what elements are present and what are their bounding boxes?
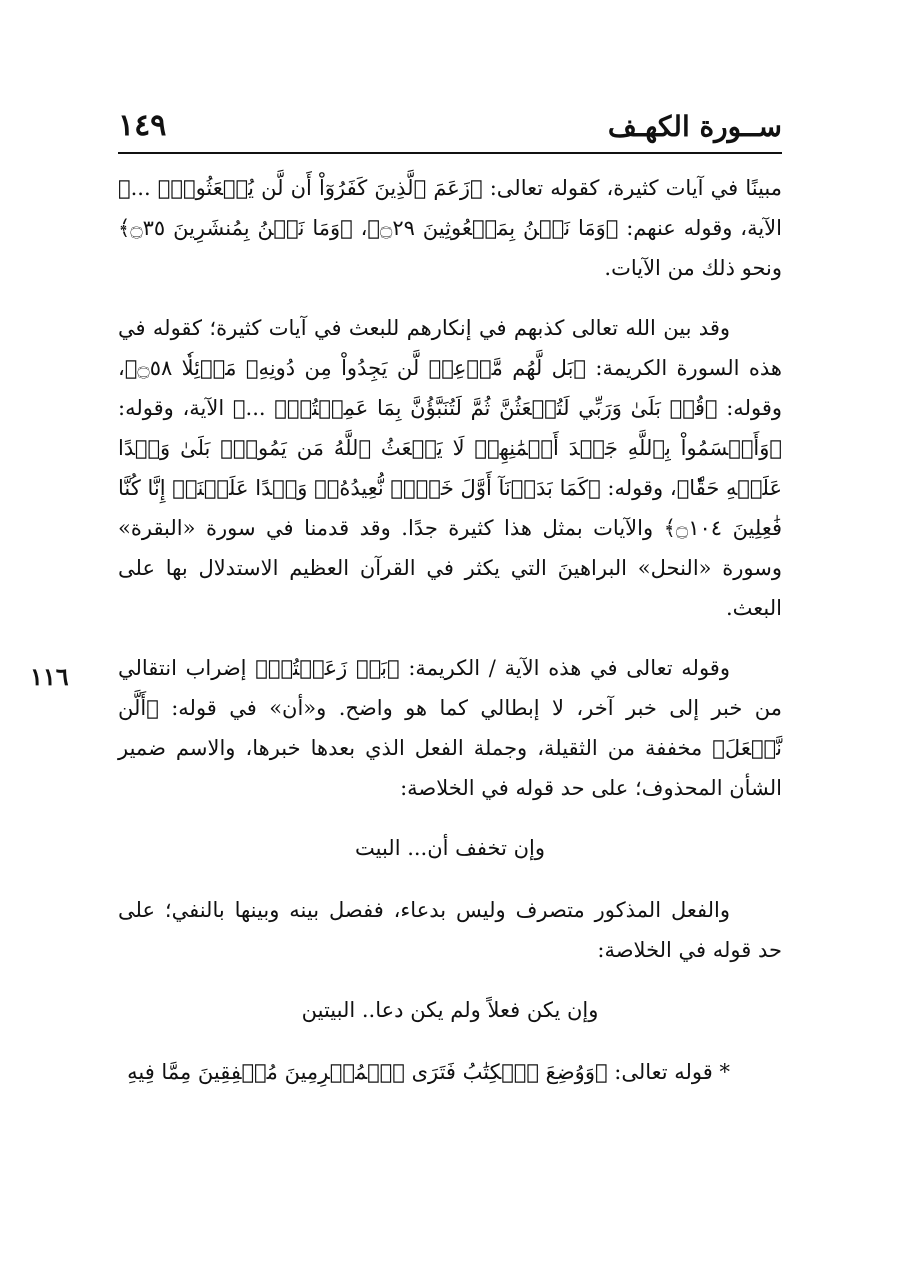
poetry-line-1: وإن تخفف أن... البيت — [355, 836, 545, 860]
paragraph-2: وقد بين الله تعالى كذبهم في إنكارهم للبعث في آيات كثيرة؛ كقوله في هذه السورة الكريمة: ﴿بَل لَّهُم مَّوۡعِدٞ لَّن يَجِدُواْ مِن دُونِهِۦ مَوۡئِلٗا ۝٥٨﴾، وقوله: ﴿قُلۡ بَلَىٰ وَرَبِّي لَتُبۡعَثُنَّ ثُمَّ لَتُنَبَّؤُنَّ بِمَا عَمِلۡتُمۡۚ ...﴾ الآية، وقوله: ﴿وَأَقۡسَمُواْ بِٱللَّهِ جَهۡدَ أَيۡمَٰنِهِمۡ لَا يَبۡعَثُ ٱللَّهُ مَن يَمُوتُۚ بَلَىٰ وَعۡدًا عَلَيۡهِ حَقّٗا﴾، وقوله: ﴿كَمَا بَدَأۡنَآ أَوَّلَ خَلۡقٖ نُّعِيدُهُۥۚ وَعۡدًا عَلَيۡنَآۚ إِنَّا كُنَّا فَٰعِلِينَ ۝١٠٤﴾ والآيات بمثل هذا كثيرة جدًا. وقد قدمنا في سورة «البقرة» وسورة «النحل» البراهينَ التي يكثر في القرآن العظيم الاستدلال بها على البعث. — [118, 316, 783, 620]
paragraph-3: وقوله تعالى في هذه الآية / الكريمة: ﴿بَلۡ زَعَمۡتُمۡ﴾ إضراب انتقالي من خبر إلى خبر آخر، لا إبطالي كما هو واضح. و«أن» في قوله: ﴿أَلَّن نَّجۡعَلَ﴾ مخففة من الثقيلة، وجملة الفعل الذي بعدها خبرها، والاسم ضمير الشأن المحذوف؛ على حد قوله في الخلاصة: — [118, 656, 782, 800]
margin-page-reference: ١١٦ — [30, 662, 69, 691]
paragraph-1: مبينًا في آيات كثيرة، كقوله تعالى: ﴿زَعَمَ ٱلَّذِينَ كَفَرُوٓاْ أَن لَّن يُبۡعَثُواْۚ ...﴾ الآية، وقوله عنهم: ﴿وَمَا نَحۡنُ بِمَبۡعُوثِينَ ۝٢٩﴾، ﴿وَمَا نَحۡنُ بِمُنشَرِينَ ۝٣٥﴾ ونحو ذلك من الآيات. — [118, 176, 782, 280]
page-body — [118, 168, 782, 1112]
page-number: ١٤٩ — [118, 108, 167, 143]
surah-title: ســورة الكهـف — [607, 110, 782, 143]
page-header — [118, 108, 782, 154]
paragraph-5: * قوله تعالى: ﴿وَوُضِعَ ٱلۡكِتَٰبُ فَتَرَى ٱلۡمُجۡرِمِينَ مُشۡفِقِينَ مِمَّا فِيهِ — [127, 1060, 730, 1084]
poetry-line-2: وإن يكن فعلاً ولم يكن دعا.. البيتين — [301, 998, 599, 1022]
paragraph-4: والفعل المذكور متصرف وليس بدعاء، ففصل بينه وبينها بالنفي؛ على حد قوله في الخلاصة: — [118, 898, 782, 962]
